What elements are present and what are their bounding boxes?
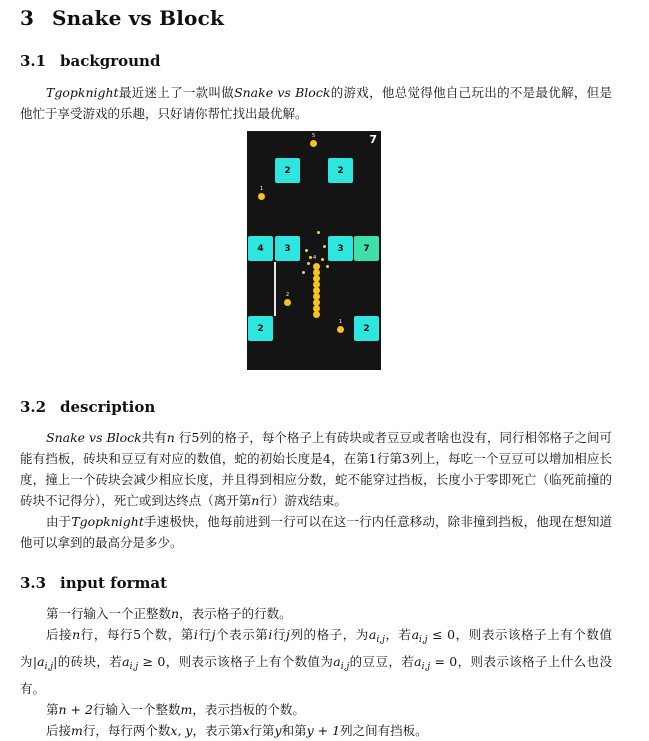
block: 2	[328, 158, 353, 183]
subsection-number: 3.3	[20, 574, 47, 592]
text-run: 和第	[281, 723, 307, 738]
text-run: ，则表示该格子上什么也没有。	[20, 654, 612, 696]
snake-segment	[313, 311, 320, 318]
block: 2	[275, 158, 300, 183]
block: 3	[328, 236, 353, 261]
wall	[274, 262, 276, 316]
math-var: n	[251, 493, 260, 508]
bean-label: 1	[339, 319, 343, 325]
math-var: a	[122, 654, 130, 669]
subsection-title: description	[60, 398, 156, 416]
text-run: 行5列的格子，每个格子上有砖块或者豆豆或者啥也没有，同行相邻格子之间可能有挡板，砖块和豆豆有对应的数值，蛇的初始长度是4，在第1行第3列上，每吃一个豆豆可以增加相应长度，撞上一个砖块会减少相应长度，并且得到相应分数，蛇不能穿过挡板，长度小于零即死亡（临死前撞的砖块不记得分），死亡或到达终点（离开第	[20, 430, 612, 508]
math-subscript: i,j	[421, 662, 431, 672]
section-number: 3	[20, 6, 35, 30]
input-format-paragraph	[20, 603, 612, 741]
math-expr: y + 1	[306, 723, 341, 738]
subsection-heading-description	[20, 398, 155, 416]
particle	[305, 249, 308, 252]
math-var: j	[211, 627, 216, 642]
text-run: 第	[46, 702, 59, 717]
math-var: y	[274, 723, 282, 738]
text-run: 第一行输入一个正整数	[46, 606, 172, 621]
text-run: 行	[272, 627, 286, 642]
text-run: 由于	[46, 514, 72, 529]
bean	[337, 326, 344, 333]
section-title: Snake vs Block	[52, 6, 225, 30]
math-subscript: i,j	[340, 662, 350, 672]
particle	[321, 258, 324, 261]
math-var: n	[166, 430, 175, 445]
particle	[323, 245, 326, 248]
text-run: ，若	[384, 627, 412, 642]
game-name: Snake vs Block	[234, 85, 331, 100]
math-var: i	[193, 627, 198, 642]
text-run: ，则表示该格子上有个数值为|	[20, 627, 612, 669]
math-var: m	[180, 702, 193, 717]
math-subscript: i,j	[129, 662, 139, 672]
text-run: 行	[197, 627, 212, 642]
subsection-heading-input-format	[20, 574, 167, 592]
block: 2	[354, 316, 379, 341]
particle	[309, 256, 312, 259]
game-screenshot-figure	[247, 131, 381, 370]
math-var: a	[37, 654, 45, 669]
block: 7	[354, 236, 379, 261]
math-var: a	[333, 654, 341, 669]
math-expr: n + 2	[58, 702, 93, 717]
text-run: 后接	[46, 723, 72, 738]
background-paragraph	[20, 82, 612, 124]
particle	[326, 265, 329, 268]
subsection-heading-background	[20, 52, 160, 70]
particle	[307, 262, 310, 265]
author-name: Tgopknight	[46, 85, 119, 100]
section-heading	[20, 6, 224, 30]
text-run: ，表示第	[192, 723, 243, 738]
math-subscript: i,j	[419, 635, 428, 645]
text-run: 行）游戏结束。	[259, 493, 347, 508]
text-run: 的游戏，他总觉得他自己玩出的不是最优解，但是他忙于享受游戏的乐趣，只好请你帮忙找出最优解。	[20, 85, 612, 121]
subsection-number: 3.2	[20, 398, 47, 416]
text-run: 后接	[46, 627, 73, 642]
block: 2	[248, 316, 273, 341]
math-var: i	[268, 627, 273, 642]
block: 4	[248, 236, 273, 261]
text-run: |的砖块，若	[53, 654, 123, 669]
math-subscript: i,j	[376, 635, 385, 645]
bean	[258, 193, 265, 200]
particle	[302, 271, 305, 274]
text-run: 最近迷上了一款叫做	[118, 85, 235, 100]
bean-label: 5	[312, 133, 316, 139]
text-run: ，表示挡板的个数。	[192, 702, 305, 717]
math-expr: x, y	[170, 723, 193, 738]
author-name: Tgopknight	[71, 514, 144, 529]
score-counter: 7	[369, 133, 377, 146]
text-run: 行，每行5个数，第	[80, 627, 194, 642]
math-var: m	[71, 723, 83, 738]
math-op: ≤ 0	[427, 627, 456, 642]
text-run: 列之间有挡板。	[340, 723, 428, 738]
snake-length: 4	[313, 255, 317, 261]
text-run: 行，每行两个数	[82, 723, 171, 738]
math-var: x	[242, 723, 250, 738]
bean	[284, 299, 291, 306]
text-run: 个表示第	[215, 627, 269, 642]
bean-label: 2	[286, 292, 290, 298]
bean	[310, 140, 317, 147]
text-run: ，则表示该格子上有个数值为	[165, 654, 334, 669]
math-var: n	[72, 627, 81, 642]
text-run: 列的格子，为	[289, 627, 369, 642]
math-op: ≥ 0	[138, 654, 166, 669]
math-subscript: i,j	[44, 662, 54, 672]
math-var: n	[171, 606, 180, 621]
math-var: a	[368, 627, 377, 642]
text-run: ，表示格子的行数。	[179, 606, 292, 621]
text-run: 行输入一个整数	[92, 702, 181, 717]
text-run: 行第	[249, 723, 275, 738]
block: 3	[275, 236, 300, 261]
subsection-title: input format	[60, 574, 168, 592]
bean-label: 1	[260, 186, 264, 192]
game-name: Snake vs Block	[46, 430, 142, 445]
math-op: = 0	[430, 654, 458, 669]
text-run: 的豆豆，若	[349, 654, 415, 669]
description-paragraph	[20, 427, 612, 553]
math-var: a	[411, 627, 420, 642]
math-var: a	[414, 654, 422, 669]
subsection-title: background	[60, 52, 161, 70]
subsection-number: 3.1	[20, 52, 47, 70]
text-run: 共有	[141, 430, 167, 445]
text-run: 手速极快，他每前进到一行可以在这一行内任意移动，除非撞到挡板，他现在想知道他可以拿到的最高分是多少。	[20, 514, 612, 550]
math-var: j	[285, 627, 290, 642]
particle	[317, 231, 320, 234]
